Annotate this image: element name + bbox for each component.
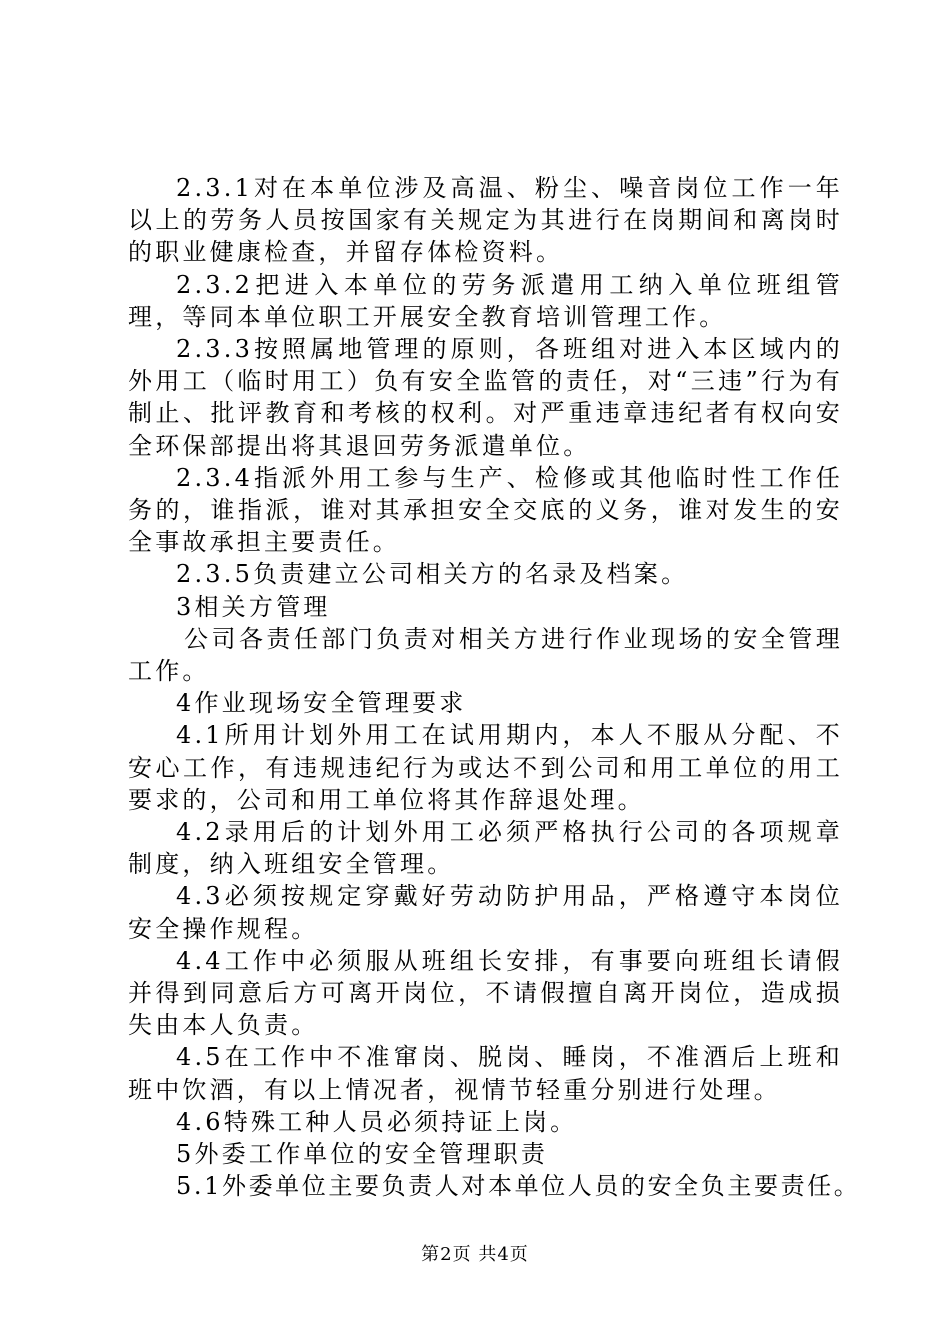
paragraph-2-3-3: 2.3.3按照属地管理的原则，各班组对进入本区域内的外用工（临时用工）负有安全监管的责任，对“三违”行为有制止、批评教育和考核的权利。对严重违章违纪者有权向安全环保部提出将其退回劳务派遣单位。: [128, 335, 843, 460]
document-body: [128, 172, 861, 1203]
paragraph-2-3-2: 2.3.2把进入本单位的劳务派遣用工纳入单位班组管理，等同本单位职工开展安全教育培训管理工作。: [128, 270, 843, 331]
paragraph-2-3-4: 2.3.4指派外用工参与生产、检修或其他临时性工作任务的，谁指派，谁对其承担安全交底的义务，谁对发生的安全事故承担主要责任。: [128, 463, 843, 557]
paragraph-2-3-1: 2.3.1对在本单位涉及高温、粉尘、噪音岗位工作一年以上的劳务人员按国家有关规定为其进行在岗期间和离岗时的职业健康检查，并留存体检资料。: [128, 174, 843, 267]
paragraph-4-5: 4.5在工作中不准窜岗、脱岗、睡岗，不准酒后上班和班中饮酒，有以上情况者，视情节轻重分别进行处理。: [128, 1043, 843, 1104]
paragraph-4-4: 4.4工作中必须服从班组长安排，有事要向班组长请假并得到同意后方可离开岗位，不请假擅自离开岗位，造成损失由本人负责。: [128, 946, 843, 1040]
paragraph-2-3-5: 2.3.5负责建立公司相关方的名录及档案。: [176, 560, 689, 589]
paragraph-4-2: 4.2录用后的计划外用工必须严格执行公司的各项规章制度，纳入班组安全管理。: [128, 818, 843, 879]
paragraph-4-3: 4.3必须按规定穿戴好劳动防护用品，严格遵守本岗位安全操作规程。: [128, 882, 843, 943]
paragraph-3-body: 公司各责任部门负责对相关方进行作业现场的安全管理工作。: [128, 624, 843, 686]
section-heading-4: 4作业现场安全管理要求: [176, 689, 467, 718]
paragraph-5-1: 5.1外委单位主要负责人对本单位人员的安全负主要责任。: [176, 1172, 861, 1201]
page-number-footer: 第2页 共4页: [421, 1244, 529, 1265]
section-heading-5: 5外委工作单位的安全管理职责: [176, 1140, 549, 1169]
paragraph-4-1: 4.1所用计划外用工在试用期内，本人不服从分配、不安心工作，有违规违纪行为或达不到公司和用工单位的用工要求的，公司和用工单位将其作辞退处理。: [128, 721, 843, 814]
section-heading-3: 3相关方管理: [176, 592, 331, 621]
paragraph-4-6: 4.6特殊工种人员必须持证上岗。: [176, 1107, 578, 1136]
